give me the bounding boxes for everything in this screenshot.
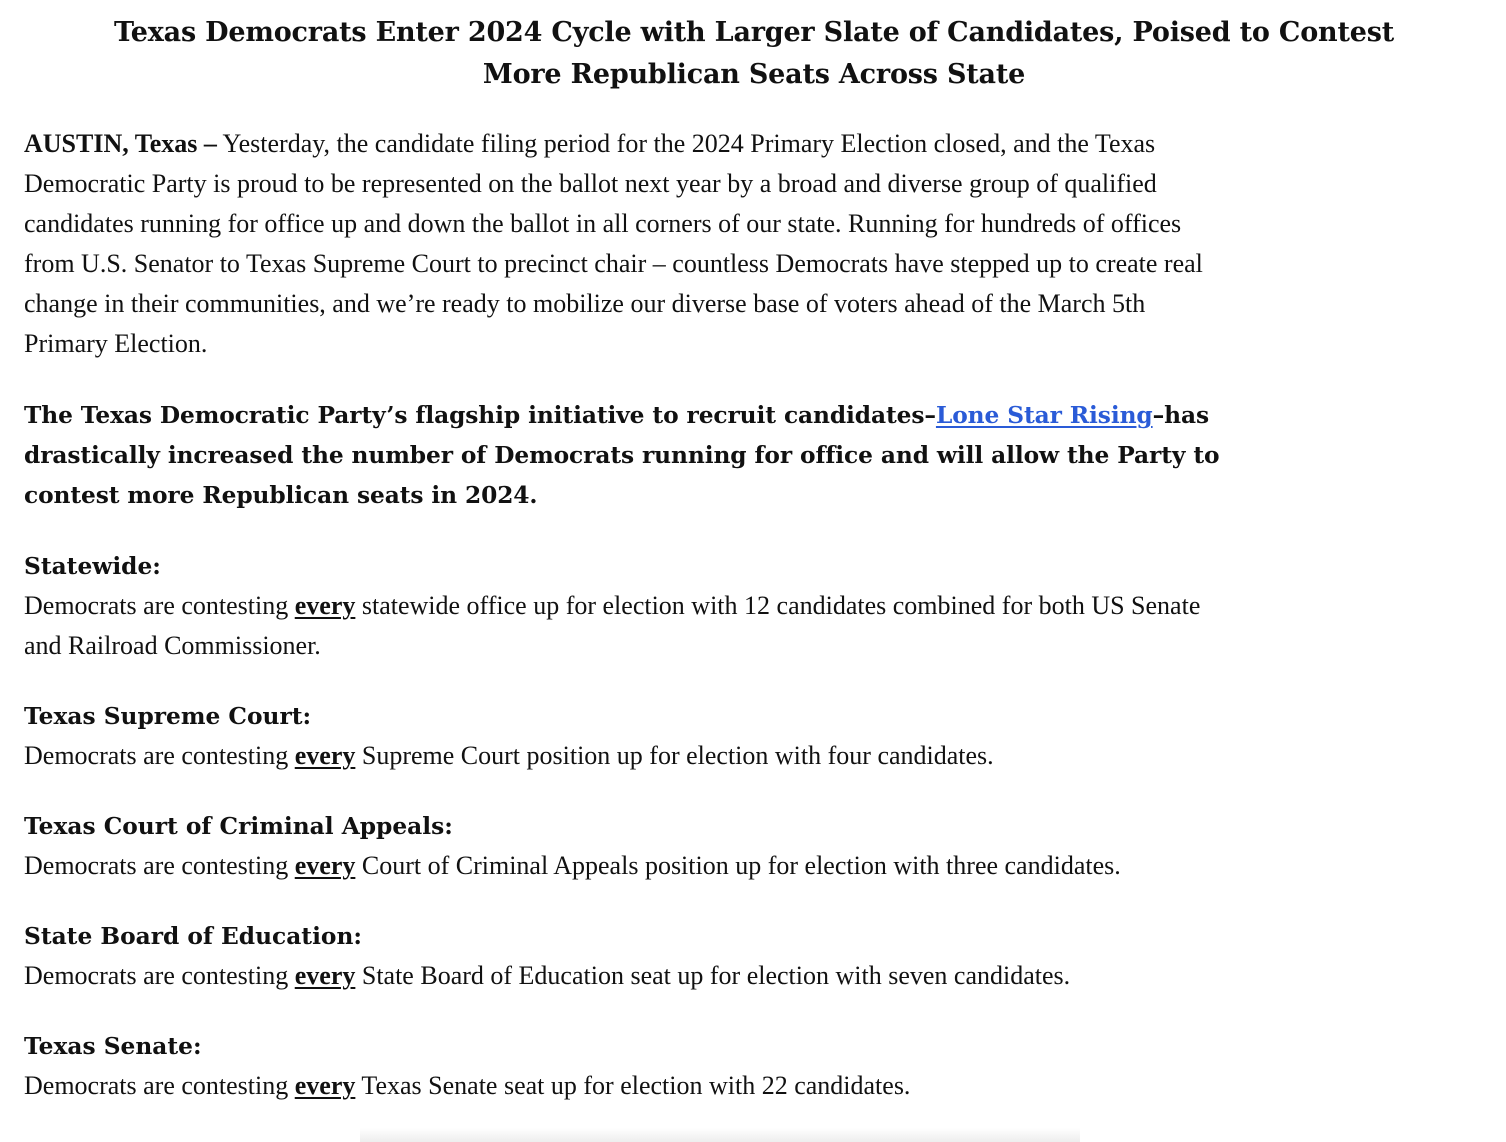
emphasis-every: every xyxy=(294,1071,356,1100)
section-texas-senate xyxy=(24,1028,1484,1106)
initiative-text-after: –has xyxy=(1152,402,1210,429)
intro-line-5: change in their communities, and we’re ready to mobilize our diverse base of voters ahead of the March 5th xyxy=(24,289,1146,318)
section-text: State Board of Education seat up for election with seven candidates. xyxy=(355,961,1071,990)
section-line-1 xyxy=(24,956,1484,996)
section-prefix: Democrats are contesting xyxy=(24,741,295,770)
section-heading: Texas Supreme Court: xyxy=(24,703,312,730)
section-board-of-education xyxy=(24,918,1484,996)
section-criminal-appeals xyxy=(24,808,1484,886)
initiative-line-2: drastically increased the number of Democrats running for office and will allow the Party to xyxy=(24,442,1220,469)
section-heading: Statewide: xyxy=(24,553,161,580)
press-release xyxy=(24,12,1484,1138)
section-prefix: Democrats are contesting xyxy=(24,591,295,620)
headline xyxy=(24,12,1484,96)
initiative-paragraph xyxy=(24,396,1484,516)
intro-line-3: candidates running for office up and down the ballot in all corners of our state. Running for hundreds of offices xyxy=(24,209,1182,238)
section-body xyxy=(24,956,1484,996)
bottom-shadow xyxy=(360,1128,1080,1142)
section-text: statewide office up for election with 12 candidates combined for both US Senate xyxy=(355,591,1201,620)
headline-line-1: Texas Democrats Enter 2024 Cycle with Larger Slate of Candidates, Poised to Contest xyxy=(114,17,1394,48)
emphasis-every: every xyxy=(294,961,356,990)
intro-line-6: Primary Election. xyxy=(24,329,208,358)
intro-line-2: Democratic Party is proud to be represented on the ballot next year by a broad and diverse group of qualified xyxy=(24,169,1157,198)
lone-star-rising-link[interactable]: Lone Star Rising xyxy=(935,402,1153,429)
initiative-line-1 xyxy=(24,396,1484,436)
initiative-text-before: The Texas Democratic Party’s flagship initiative to recruit candidates– xyxy=(24,402,936,429)
initiative-line-3: contest more Republican seats in 2024. xyxy=(24,482,538,509)
section-text: Texas Senate seat up for election with 22 candidates. xyxy=(355,1071,911,1100)
section-line-1 xyxy=(24,586,1484,626)
emphasis-every: every xyxy=(294,741,356,770)
section-line-1 xyxy=(24,1066,1484,1106)
section-prefix: Democrats are contesting xyxy=(24,961,295,990)
dateline: AUSTIN, Texas – xyxy=(24,129,217,158)
emphasis-every: every xyxy=(294,851,356,880)
section-body xyxy=(24,846,1484,886)
section-line-1 xyxy=(24,736,1484,776)
intro-line-1 xyxy=(24,124,1484,164)
emphasis-every: every xyxy=(294,591,356,620)
section-statewide xyxy=(24,548,1484,666)
section-prefix: Democrats are contesting xyxy=(24,1071,295,1100)
section-body xyxy=(24,736,1484,776)
intro-paragraph xyxy=(24,124,1484,364)
headline-line-2: More Republican Seats Across State xyxy=(482,59,1026,90)
section-line-2: and Railroad Commissioner. xyxy=(24,631,321,660)
intro-line-4: from U.S. Senator to Texas Supreme Court to precinct chair – countless Democrats have stepped up to create real xyxy=(24,249,1203,278)
section-heading: State Board of Education: xyxy=(24,923,362,950)
section-body xyxy=(24,586,1484,666)
section-text: Court of Criminal Appeals position up for election with three candidates. xyxy=(355,851,1121,880)
section-line-1 xyxy=(24,846,1484,886)
intro-text-1: Yesterday, the candidate filing period for the 2024 Primary Election closed, and the Texas xyxy=(216,129,1156,158)
section-supreme-court xyxy=(24,698,1484,776)
section-body xyxy=(24,1066,1484,1106)
section-text: Supreme Court position up for election with four candidates. xyxy=(355,741,994,770)
section-heading: Texas Court of Criminal Appeals: xyxy=(24,813,453,840)
section-prefix: Democrats are contesting xyxy=(24,851,295,880)
section-heading: Texas Senate: xyxy=(24,1033,202,1060)
